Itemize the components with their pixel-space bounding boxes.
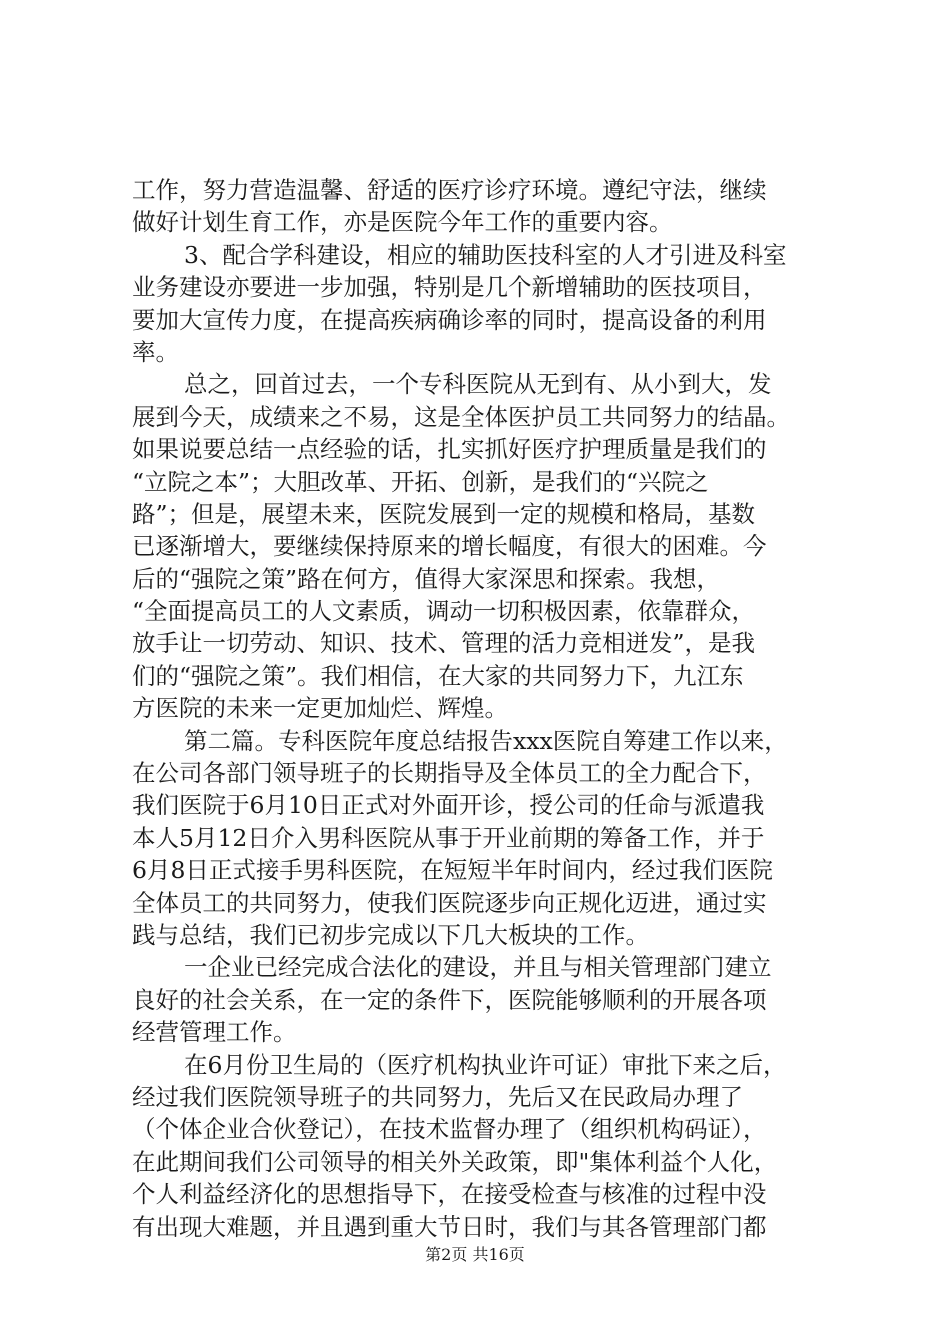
text-line: 做好计划生育工作，亦是医院今年工作的重要内容。 (132, 208, 673, 237)
text-line: 有出现大难题，并且遇到重大节日时，我们与其各管理部门都 (132, 1212, 767, 1241)
text-line: 后的“强院之策”路在何方，值得大家深思和探索。我想， (132, 564, 721, 593)
text-line: 良好的社会关系，在一定的条件下，医院能够顺利的开展各项 (132, 985, 767, 1014)
text-line: 个人利益经济化的思想指导下，在接受检查与核准的过程中没 (132, 1180, 767, 1209)
text-line: 路”；但是，展望未来，医院发展到一定的规模和格局，基数 (132, 499, 756, 528)
text-line: 一企业已经完成合法化的建设，并且与相关管理部门建立 (184, 953, 772, 982)
text-line: 要加大宣传力度，在提高疾病确诊率的同时，提高设备的利用 (132, 305, 767, 334)
text-line: 第二篇。专科医院年度总结报告xxx医院自筹建工作以来， (184, 726, 788, 755)
text-line: 们的“强院之策”。我们相信，在大家的共同努力下，九江东 (132, 661, 744, 690)
text-line: “全面提高员工的人文素质，调动一切积极因素，依靠群众， (132, 597, 756, 626)
text-line: 展到今天，成绩来之不易，这是全体医护员工共同努力的结晶。 (132, 402, 790, 431)
text-line: 总之，回首过去，一个专科医院从无到有、从小到大，发 (184, 370, 772, 399)
text-line: 率。 (132, 337, 179, 366)
text-line: 6月8日正式接手男科医院，在短短半年时间内，经过我们医院 (132, 856, 773, 885)
text-line: 放手让一切劳动、知识、技术、管理的活力竞相迸发”，是我 (132, 629, 756, 658)
text-line: “立院之本”；大胆改革、开拓、创新，是我们的“兴院之 (132, 467, 709, 496)
text-line: 经过我们医院领导班子的共同努力，先后又在民政局办理了 (132, 1082, 743, 1111)
text-line: 如果说要总结一点经验的话，扎实抓好医疗护理质量是我们的 (132, 435, 767, 464)
text-line: 我们医院于6月10日正式对外面开诊，授公司的任命与派遣我 (132, 791, 765, 820)
text-line: 在6月份卫生局的（医疗机构执业许可证）审批下来之后， (184, 1050, 787, 1079)
text-line: 已逐渐增大，要继续保持原来的增长幅度，有很大的困难。今 (132, 532, 767, 561)
page-footer: 第2页 共16页 (425, 1245, 525, 1264)
text-line: 工作，努力营造温馨、舒适的医疗诊疗环境。遵纪守法，继续 (132, 176, 767, 204)
text-line: 业务建设亦要进一步加强，特别是几个新增辅助的医技项目， (132, 273, 767, 302)
text-line: 在此期间我们公司领导的相关外关政策，即"集体利益个人化， (132, 1147, 778, 1176)
body-text (132, 174, 832, 1243)
text-line: 方医院的未来一定更加灿烂、辉煌。 (132, 694, 508, 723)
text-line: 全体员工的共同努力，使我们医院逐步向正规化迈进，通过实 (132, 888, 767, 917)
text-line: 本人5月12日介入男科医院从事于开业前期的筹备工作，并于 (132, 823, 765, 852)
text-line: 3、配合学科建设，相应的辅助医技科室的人才引进及科室 (184, 240, 787, 269)
text-line: 践与总结，我们已初步完成以下几大板块的工作。 (132, 920, 649, 949)
text-line: 经营管理工作。 (132, 1018, 297, 1047)
text-line: （个体企业合伙登记），在技术监督办理了（组织机构码证）， (132, 1115, 767, 1144)
text-line: 在公司各部门领导班子的长期指导及全体员工的全力配合下， (132, 759, 767, 788)
